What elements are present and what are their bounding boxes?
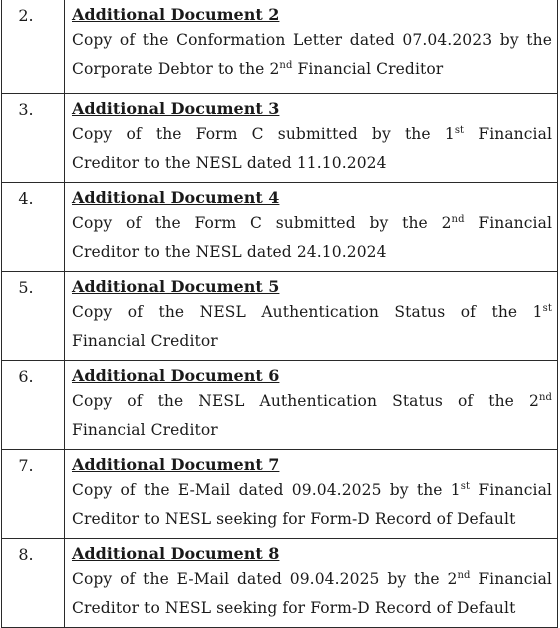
row-number: 5. <box>2 271 65 360</box>
text-segment: Financial <box>464 124 552 143</box>
document-row <box>2 271 558 360</box>
ordinal-suffix: st <box>454 124 465 136</box>
document-heading: Additional Document 4 <box>72 187 280 207</box>
text-segment: Financial <box>464 213 552 232</box>
ordinal-suffix: nd <box>457 569 471 581</box>
row-number: 6. <box>2 360 65 449</box>
document-cell <box>65 360 558 449</box>
text-segment: Financial Creditor <box>72 420 218 439</box>
document-description <box>72 298 552 356</box>
text-segment: Creditor to the NESL dated 11.10.2024 <box>72 153 387 172</box>
document-heading: Additional Document 3 <box>72 98 280 118</box>
description-line <box>72 238 552 267</box>
text-segment: Creditor to NESL seeking for Form-D Record of Default <box>72 598 516 617</box>
document-cell <box>65 538 558 627</box>
description-line <box>72 298 552 327</box>
text-segment: Copy of the E-Mail dated 09.04.2025 by the 2 <box>72 569 458 588</box>
description-line <box>72 149 552 178</box>
row-number: 4. <box>2 182 65 271</box>
ordinal-suffix: nd <box>451 213 465 225</box>
description-line <box>72 26 552 55</box>
text-segment: Financial <box>470 569 552 588</box>
description-line <box>72 120 552 149</box>
document-row <box>2 0 558 93</box>
document-cell <box>65 182 558 271</box>
document-heading: Additional Document 6 <box>72 365 280 385</box>
ordinal-suffix: nd <box>538 391 552 403</box>
description-line <box>72 387 552 416</box>
text-segment: Copy of the Form C submitted by the 2 <box>72 213 452 232</box>
row-number: 2. <box>2 0 65 93</box>
document-cell <box>65 271 558 360</box>
ordinal-suffix: st <box>542 302 552 314</box>
text-segment: Corporate Debtor to the 2 <box>72 60 280 78</box>
document-row <box>2 449 558 538</box>
document-cell <box>65 449 558 538</box>
document-cell <box>65 93 558 182</box>
text-segment: Copy of the E-Mail dated 09.04.2025 by the 1 <box>72 480 461 499</box>
documents-table-body <box>2 0 558 627</box>
text-segment: Financial <box>470 480 552 499</box>
text-segment: Copy of the Conformation Letter dated 07.04.2023 by the <box>72 31 552 49</box>
text-segment: Financial Creditor <box>72 331 218 350</box>
document-description <box>72 120 552 178</box>
document-heading: Additional Document 2 <box>72 5 280 24</box>
row-number: 7. <box>2 449 65 538</box>
text-segment: Creditor to NESL seeking for Form-D Record of Default <box>72 509 516 528</box>
text-segment: Copy of the NESL Authentication Status of the 2 <box>72 391 539 410</box>
ordinal-suffix: st <box>460 480 471 492</box>
document-heading: Additional Document 7 <box>72 454 280 474</box>
document-row <box>2 182 558 271</box>
document-description <box>72 26 552 84</box>
document-description <box>72 387 552 445</box>
text-segment: Financial Creditor <box>292 60 444 78</box>
documents-table <box>1 0 558 628</box>
document-cell <box>65 0 558 93</box>
text-segment: Copy of the NESL Authentication Status of the 1 <box>72 302 543 321</box>
description-line <box>72 55 552 84</box>
row-number: 3. <box>2 93 65 182</box>
document-heading: Additional Document 8 <box>72 543 280 563</box>
text-segment: Copy of the Form C submitted by the 1 <box>72 124 455 143</box>
description-line <box>72 565 552 594</box>
row-number: 8. <box>2 538 65 627</box>
document-description <box>72 565 552 623</box>
ordinal-suffix: nd <box>279 59 293 71</box>
document-row <box>2 538 558 627</box>
document-heading: Additional Document 5 <box>72 276 280 296</box>
document-row <box>2 93 558 182</box>
document-description <box>72 476 552 534</box>
document-description <box>72 209 552 267</box>
description-line <box>72 505 552 534</box>
document-row <box>2 360 558 449</box>
description-line <box>72 209 552 238</box>
description-line <box>72 476 552 505</box>
description-line <box>72 327 552 356</box>
description-line <box>72 594 552 623</box>
text-segment: Creditor to the NESL dated 24.10.2024 <box>72 242 387 261</box>
description-line <box>72 416 552 445</box>
